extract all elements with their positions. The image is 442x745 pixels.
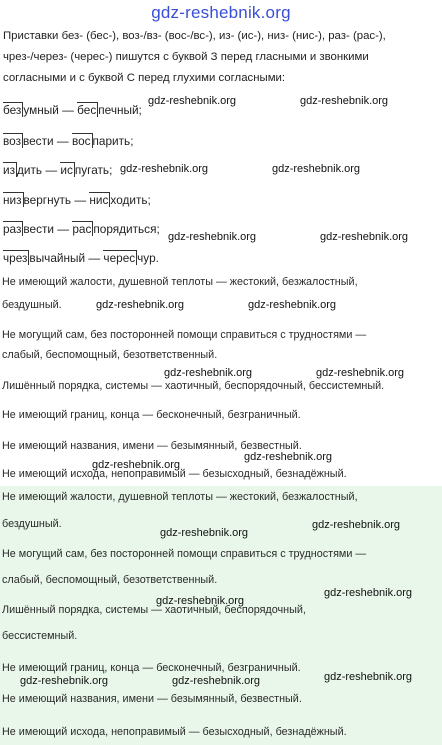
answer-line: бездушный. [2, 299, 62, 311]
word-example-6 [3, 251, 159, 265]
answer-line: Не имеющий названия, имени — безымянный, безвестный. [2, 693, 302, 705]
site-watermark: gdz-reshebnik.org [92, 459, 181, 471]
site-watermark: gdz-reshebnik.org [96, 299, 185, 311]
site-watermark: gdz-reshebnik.org [248, 299, 337, 311]
word-rest: чур. [137, 251, 159, 265]
prefix: воз [3, 134, 21, 148]
word-rest: парить; [92, 134, 134, 148]
word-rest: печный; [98, 103, 142, 117]
dash: — [56, 134, 69, 148]
word-example-3 [3, 163, 112, 177]
word-example-2 [3, 134, 133, 148]
site-watermark: gdz-reshebnik.org [168, 231, 257, 243]
word-rest: вычайный [29, 251, 86, 265]
site-watermark: gdz-reshebnik.org [164, 367, 253, 379]
answer-line: Лишённый порядка, системы — хаотичный, беспорядочный, бессистемный. [2, 380, 385, 392]
site-watermark: gdz-reshebnik.org [324, 587, 413, 599]
site-watermark: gdz-reshebnik.org [320, 231, 409, 243]
answer-line: Не могущий сам, без посторонней помощи справиться с трудностями — [2, 548, 367, 560]
dash: — [74, 193, 87, 207]
answer-line: бездушный. [2, 518, 62, 530]
site-watermark: gdz-reshebnik.org [156, 595, 245, 607]
answer-line: Не имеющий границ, конца — бесконечный, безграничный. [2, 409, 301, 421]
site-watermark: gdz-reshebnik.org [244, 451, 333, 463]
site-watermark: gdz-reshebnik.org [148, 95, 237, 107]
prefix: раз [3, 222, 22, 236]
word-rest: ходить; [110, 193, 151, 207]
word-example-1 [3, 103, 142, 117]
prefix: без [3, 103, 22, 117]
prefix: чрез [3, 251, 28, 265]
word-example-4 [3, 193, 151, 207]
site-watermark: gdz-reshebnik.org [120, 163, 209, 175]
answer-line: бессистемный. [2, 630, 78, 642]
answer-line: Не имеющий границ, конца — бесконечный, безграничный. [2, 662, 301, 674]
site-watermark: gdz-reshebnik.org [160, 527, 249, 539]
site-watermark: gdz-reshebnik.org [324, 671, 413, 683]
rule-line-3: согласными и с буквой С перед глухими согласными: [3, 72, 286, 84]
prefix: нис [89, 193, 109, 207]
prefix: бес [77, 103, 97, 117]
rule-line-2: чрез-/через- (черес-) пишутся с буквой З перед гласными и звонкими [3, 51, 369, 63]
dash: — [45, 163, 58, 177]
answer-line: Не имеющий жалости, душевной теплоты — жестокий, безжалостный, [2, 276, 358, 288]
word-rest: вести [22, 134, 54, 148]
word-example-5 [3, 222, 160, 236]
dash: — [62, 103, 74, 117]
prefix: рас [72, 222, 92, 236]
site-watermark: gdz-reshebnik.org [312, 519, 401, 531]
site-watermark: gdz-reshebnik.org [316, 367, 405, 379]
word-rest: дить [17, 163, 43, 177]
prefix: из [3, 163, 15, 177]
prefix: черес [103, 251, 136, 265]
prefix: низ [3, 193, 22, 207]
prefix: вос [71, 134, 91, 148]
answer-line: Не имеющий названия, имени — безымянный, безвестный. [2, 440, 302, 452]
answer-line: Не имеющий исхода, непоправимый — безысходный, безнадёжный. [2, 726, 347, 738]
dash: — [88, 251, 101, 265]
prefix: ис [60, 163, 73, 177]
site-watermark: gdz-reshebnik.org [20, 675, 109, 687]
site-watermark-header[interactable]: gdz-reshebnik.org [151, 3, 291, 22]
word-rest: пугать; [74, 163, 113, 177]
answer-line: слабый, беспомощный, безответственный. [2, 574, 218, 586]
answer-line: Не имеющий исхода, непоправимый — безысходный, безнадёжный. [2, 468, 347, 480]
site-watermark: gdz-reshebnik.org [272, 163, 361, 175]
word-rest: вести [23, 222, 54, 236]
word-rest: умный [23, 103, 59, 117]
dash: — [57, 222, 70, 236]
answer-line: Лишённый порядка, системы — хаотичный, беспорядочный, [2, 604, 306, 616]
rule-line-1: Приставки без- (бес-), воз-/вз- (вос-/вс-), из- (ис-), низ- (нис-), раз- (рас-), [3, 30, 386, 42]
answer-line: слабый, беспомощный, безответственный. [2, 349, 218, 361]
answer-line: Не могущий сам, без посторонней помощи справиться с трудностями — [2, 329, 367, 341]
word-rest: вергнуть [23, 193, 72, 207]
word-rest: порядиться; [93, 222, 160, 236]
site-watermark: gdz-reshebnik.org [172, 675, 261, 687]
answer-line: Не имеющий жалости, душевной теплоты — жестокий, безжалостный, [2, 491, 358, 503]
site-watermark: gdz-reshebnik.org [300, 95, 389, 107]
